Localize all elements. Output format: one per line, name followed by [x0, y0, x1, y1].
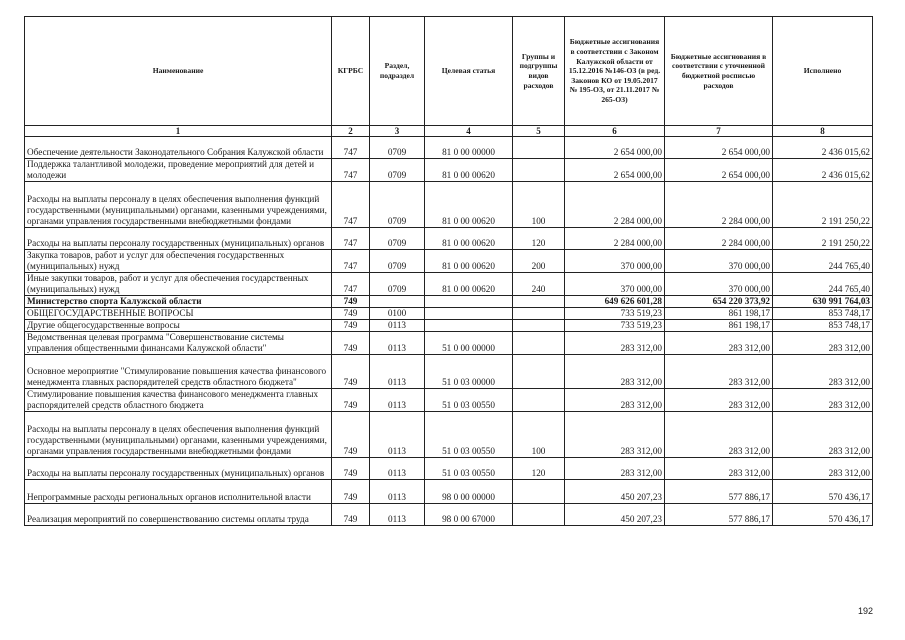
- row-kgrbs: 747: [332, 273, 370, 296]
- row-name: Стимулирование повышения качества финансового менеджмента главных распорядителей средств областного бюджета: [25, 389, 332, 412]
- table-row: [25, 355, 873, 389]
- row-refined: 577 886,17: [665, 480, 773, 504]
- header-target: Целевая статья: [425, 17, 513, 126]
- row-executed: 2 436 015,62: [773, 159, 873, 182]
- row-group: 120: [513, 458, 565, 480]
- row-executed: 244 765,40: [773, 273, 873, 296]
- row-executed: 2 436 015,62: [773, 137, 873, 159]
- row-kgrbs: 747: [332, 137, 370, 159]
- row-kgrbs: 747: [332, 250, 370, 273]
- row-target: 81 0 00 00620: [425, 182, 513, 228]
- row-name: Расходы на выплаты персоналу в целях обеспечения выполнения функций государственными (муниципальными) органами, казенными учреждениями, органами управления государственными внебюджетными фондами: [25, 412, 332, 458]
- row-target: 81 0 00 00620: [425, 228, 513, 250]
- row-target: [425, 296, 513, 308]
- row-group: [513, 308, 565, 320]
- row-group: [513, 320, 565, 332]
- row-refined: 2 284 000,00: [665, 182, 773, 228]
- row-executed: 283 312,00: [773, 412, 873, 458]
- row-refined: 370 000,00: [665, 273, 773, 296]
- row-approved: 283 312,00: [565, 355, 665, 389]
- row-name: Другие общегосударственные вопросы: [25, 320, 332, 332]
- row-target: 81 0 00 00620: [425, 273, 513, 296]
- row-kgrbs: 749: [332, 332, 370, 355]
- row-refined: 283 312,00: [665, 389, 773, 412]
- row-approved: 370 000,00: [565, 273, 665, 296]
- row-approved: 733 519,23: [565, 308, 665, 320]
- row-refined: 283 312,00: [665, 355, 773, 389]
- column-number: 3: [370, 126, 425, 137]
- row-name: Иные закупки товаров, работ и услуг для обеспечения государственных (муниципальных) нужд: [25, 273, 332, 296]
- row-approved: 649 626 601,28: [565, 296, 665, 308]
- row-section: 0113: [370, 412, 425, 458]
- table-row: [25, 389, 873, 412]
- row-executed: 570 436,17: [773, 504, 873, 526]
- row-group: [513, 296, 565, 308]
- row-section: 0709: [370, 250, 425, 273]
- header-executed: Исполнено: [773, 17, 873, 126]
- table-row: [25, 320, 873, 332]
- row-section: 0113: [370, 504, 425, 526]
- row-executed: 570 436,17: [773, 480, 873, 504]
- row-target: [425, 308, 513, 320]
- budget-table: [24, 16, 873, 526]
- row-section: 0100: [370, 308, 425, 320]
- row-group: [513, 332, 565, 355]
- row-name: Расходы на выплаты персоналу государственных (муниципальных) органов: [25, 458, 332, 480]
- row-refined: 654 220 373,92: [665, 296, 773, 308]
- row-kgrbs: 749: [332, 389, 370, 412]
- row-executed: 630 991 764,03: [773, 296, 873, 308]
- table-row: [25, 273, 873, 296]
- row-approved: 283 312,00: [565, 458, 665, 480]
- table-row: [25, 250, 873, 273]
- row-approved: 2 284 000,00: [565, 228, 665, 250]
- row-name: Расходы на выплаты персоналу государственных (муниципальных) органов: [25, 228, 332, 250]
- column-number: 4: [425, 126, 513, 137]
- row-kgrbs: 749: [332, 320, 370, 332]
- row-group: [513, 504, 565, 526]
- row-group: 200: [513, 250, 565, 273]
- row-approved: 733 519,23: [565, 320, 665, 332]
- table-row: [25, 458, 873, 480]
- row-target: 81 0 00 00000: [425, 137, 513, 159]
- row-refined: 2 654 000,00: [665, 159, 773, 182]
- row-kgrbs: 749: [332, 412, 370, 458]
- row-section: 0113: [370, 332, 425, 355]
- row-target: 98 0 00 67000: [425, 504, 513, 526]
- column-number: 8: [773, 126, 873, 137]
- row-section: 0113: [370, 458, 425, 480]
- row-kgrbs: 747: [332, 228, 370, 250]
- row-name: Поддержка талантливой молодежи, проведение мероприятий для детей и молодежи: [25, 159, 332, 182]
- row-kgrbs: 749: [332, 308, 370, 320]
- row-executed: 283 312,00: [773, 332, 873, 355]
- row-approved: 283 312,00: [565, 412, 665, 458]
- row-refined: 370 000,00: [665, 250, 773, 273]
- column-number: 2: [332, 126, 370, 137]
- table-row: [25, 504, 873, 526]
- row-kgrbs: 749: [332, 458, 370, 480]
- row-refined: 283 312,00: [665, 332, 773, 355]
- row-approved: 2 654 000,00: [565, 159, 665, 182]
- row-name: Закупка товаров, работ и услуг для обеспечения государственных (муниципальных) нужд: [25, 250, 332, 273]
- row-target: 51 0 00 00000: [425, 332, 513, 355]
- row-group: 100: [513, 412, 565, 458]
- row-name: Реализация мероприятий по совершенствованию системы оплаты труда: [25, 504, 332, 526]
- row-section: [370, 296, 425, 308]
- row-name: Ведомственная целевая программа "Совершенствование системы управления общественными финансами Калужской области": [25, 332, 332, 355]
- row-approved: 450 207,23: [565, 504, 665, 526]
- row-name: Непрограммные расходы региональных органов исполнительной власти: [25, 480, 332, 504]
- row-executed: 283 312,00: [773, 389, 873, 412]
- row-section: 0113: [370, 389, 425, 412]
- table-row: [25, 412, 873, 458]
- row-group: [513, 389, 565, 412]
- table-row: [25, 332, 873, 355]
- row-section: 0709: [370, 159, 425, 182]
- row-name: Министерство спорта Калужской области: [25, 296, 332, 308]
- row-group: [513, 159, 565, 182]
- row-target: 81 0 00 00620: [425, 250, 513, 273]
- row-target: 51 0 03 00550: [425, 389, 513, 412]
- row-section: 0709: [370, 228, 425, 250]
- row-executed: 853 748,17: [773, 320, 873, 332]
- row-section: 0113: [370, 480, 425, 504]
- row-approved: 283 312,00: [565, 389, 665, 412]
- row-kgrbs: 749: [332, 296, 370, 308]
- table-row: [25, 137, 873, 159]
- row-kgrbs: 747: [332, 182, 370, 228]
- header-approved: Бюджетные ассигнования в соответствии с Законом Калужской области от 15.12.2016 №146-ОЗ (в ред. Законов КО от 19.05.2017 № 195-ОЗ, от 21.11.2017 № 265-ОЗ): [565, 17, 665, 126]
- row-target: [425, 320, 513, 332]
- row-kgrbs: 749: [332, 355, 370, 389]
- row-refined: 861 198,17: [665, 308, 773, 320]
- row-group: [513, 355, 565, 389]
- table-row: [25, 182, 873, 228]
- table-header-row: [25, 17, 873, 126]
- row-approved: 283 312,00: [565, 332, 665, 355]
- row-approved: 2 284 000,00: [565, 182, 665, 228]
- row-name: Обеспечение деятельности Законодательного Собрания Калужской области: [25, 137, 332, 159]
- header-group: Группы и подгруппы видов расходов: [513, 17, 565, 126]
- column-number: 6: [565, 126, 665, 137]
- header-kgrbs: КГРБС: [332, 17, 370, 126]
- row-refined: 283 312,00: [665, 458, 773, 480]
- row-refined: 2 284 000,00: [665, 228, 773, 250]
- row-section: 0709: [370, 137, 425, 159]
- row-group: 120: [513, 228, 565, 250]
- row-name: ОБЩЕГОСУДАРСТВЕННЫЕ ВОПРОСЫ: [25, 308, 332, 320]
- row-refined: 283 312,00: [665, 412, 773, 458]
- column-number-row: [25, 126, 873, 137]
- column-number: 7: [665, 126, 773, 137]
- column-number: 1: [25, 126, 332, 137]
- table-row: [25, 159, 873, 182]
- column-number: 5: [513, 126, 565, 137]
- row-name: Основное мероприятие "Стимулирование повышения качества финансового менеджмента главных распорядителей средств областного бюджета": [25, 355, 332, 389]
- table-row: [25, 296, 873, 308]
- header-section: Раздел, подраздел: [370, 17, 425, 126]
- row-section: 0709: [370, 273, 425, 296]
- row-target: 98 0 00 00000: [425, 480, 513, 504]
- page-number: 192: [857, 606, 873, 616]
- row-section: 0113: [370, 355, 425, 389]
- header-refined: Бюджетные ассигнования в соответствии с уточненной бюджетной росписью расходов: [665, 17, 773, 126]
- row-executed: 283 312,00: [773, 355, 873, 389]
- row-executed: 2 191 250,22: [773, 182, 873, 228]
- row-kgrbs: 747: [332, 159, 370, 182]
- row-name: Расходы на выплаты персоналу в целях обеспечения выполнения функций государственными (муниципальными) органами, казенными учреждениями, органами управления государственными внебюджетными фондами: [25, 182, 332, 228]
- row-group: [513, 137, 565, 159]
- row-target: 51 0 03 00550: [425, 458, 513, 480]
- row-section: 0113: [370, 320, 425, 332]
- row-refined: 861 198,17: [665, 320, 773, 332]
- row-approved: 370 000,00: [565, 250, 665, 273]
- row-target: 51 0 03 00550: [425, 412, 513, 458]
- row-approved: 2 654 000,00: [565, 137, 665, 159]
- row-kgrbs: 749: [332, 504, 370, 526]
- row-executed: 2 191 250,22: [773, 228, 873, 250]
- row-section: 0709: [370, 182, 425, 228]
- row-group: 100: [513, 182, 565, 228]
- row-kgrbs: 749: [332, 480, 370, 504]
- row-target: 81 0 00 00620: [425, 159, 513, 182]
- table-row: [25, 308, 873, 320]
- row-group: 240: [513, 273, 565, 296]
- row-executed: 283 312,00: [773, 458, 873, 480]
- row-refined: 577 886,17: [665, 504, 773, 526]
- row-executed: 244 765,40: [773, 250, 873, 273]
- row-executed: 853 748,17: [773, 308, 873, 320]
- header-name: Наименование: [25, 17, 332, 126]
- table-row: [25, 228, 873, 250]
- row-target: 51 0 03 00000: [425, 355, 513, 389]
- row-group: [513, 480, 565, 504]
- row-approved: 450 207,23: [565, 480, 665, 504]
- row-refined: 2 654 000,00: [665, 137, 773, 159]
- table-row: [25, 480, 873, 504]
- table-body: [25, 137, 873, 526]
